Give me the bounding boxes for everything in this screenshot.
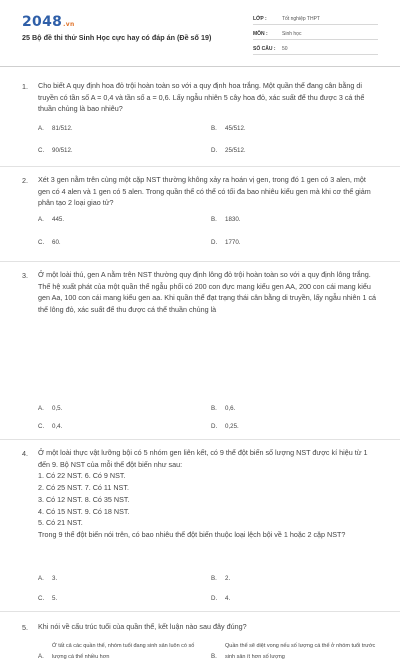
- option-text: 0,25.: [225, 423, 239, 430]
- option-a-text[interactable]: Ở tất cả các quần thể, nhóm tuổi đang sinh sản luôn có số lượng cá thể nhiều hơn: [52, 643, 195, 660]
- question-text: Xét 3 gen nằm trên cùng một cặp NST thường không xảy ra hoán vị gen, trong đó 1 gen có 3 alen, một gen có 4 alen và 1 gen có 5 alen. Trong quần thể có thể có tối đa bao nhiêu kiểu gen mà khi cơ thể giảm phân tạo 2 loại giao tử?: [38, 175, 371, 208]
- question-2: [0, 166, 400, 262]
- option-letter: D.: [211, 147, 218, 154]
- option-letter: B.: [211, 125, 217, 132]
- option-d[interactable]: [211, 595, 230, 602]
- option-a[interactable]: [38, 405, 62, 412]
- question-number: 3.: [22, 271, 28, 280]
- option-text: 90/512.: [52, 147, 73, 154]
- option-text: 0,6.: [225, 405, 236, 412]
- option-text: 5.: [52, 595, 58, 602]
- option-c[interactable]: [38, 595, 57, 602]
- logo-tld-text: .vn: [63, 21, 75, 28]
- option-d[interactable]: [211, 239, 240, 246]
- option-letter: D.: [211, 239, 218, 246]
- option-letter: C.: [38, 423, 45, 430]
- option-text: 0,4.: [52, 423, 63, 430]
- meta-row-subject: [253, 29, 378, 40]
- option-text: 81/512.: [52, 125, 73, 132]
- question-number: 4.: [22, 449, 28, 458]
- option-text: 1830.: [225, 216, 241, 223]
- option-c[interactable]: [38, 147, 73, 154]
- option-text: 3.: [52, 575, 58, 582]
- meta-value: Tốt nghiệp THPT: [282, 16, 320, 22]
- option-letter: A.: [38, 125, 44, 132]
- option-text: 1770.: [225, 239, 241, 246]
- option-a[interactable]: [38, 216, 64, 223]
- option-letter: C.: [38, 595, 45, 602]
- question-text: Ở một loài thực vật lưỡng bội có 5 nhóm gen liên kết, có 9 thể đột biến số lượng NST được kí hiệu từ 1 đến 9. Bộ NST của mỗi thể đột biến như sau: 1. Có 22 NST. 6. Có 9 NST. 2. Có 25 NST. 7. Có 11 NST. 3. Có 12 NST. 8. Có 35 NST. 4. Có 15 NST. 9. Có 18 NST. 5. Có 21 NST. Trong 9 thể đột biến nói trên, có bao nhiêu thể đột biến thuộc loại lệch bội về 1 hoặc 2 cặp NST?: [38, 448, 368, 539]
- question-1: [0, 66, 400, 167]
- option-letter: C.: [38, 147, 45, 154]
- document-title: 25 Bộ đề thi thử Sinh Học cực hay có đáp án (Đề số 19): [22, 33, 212, 42]
- question-text: Ở một loài thú, gen A nằm trên NST thường quy định lông đỏ trội hoàn toàn so với a quy định lông trắng. Thế hệ xuất phát của một quần thể ngẫu phối có 200 con đực mang kiểu gen AA, 200 con cái mang kiểu gen Aa, 100 con cái mang kiểu gen aa. Khi quần thể đạt trạng thái cân bằng di truyền, lấy ngẫu nhiên 1 cá thể lông đỏ, xác suất để thu được cá thể thuần chủng là: [38, 270, 377, 315]
- option-letter: D.: [211, 595, 218, 602]
- option-d[interactable]: [211, 147, 246, 154]
- question-5: [0, 611, 400, 671]
- option-b[interactable]: [211, 575, 230, 582]
- option-b[interactable]: [211, 125, 246, 132]
- question-number: 2.: [22, 176, 28, 185]
- option-b-letter[interactable]: B.: [211, 653, 217, 660]
- option-letter: D.: [211, 423, 218, 430]
- option-c[interactable]: [38, 423, 62, 430]
- option-letter: A.: [38, 216, 44, 223]
- option-b[interactable]: [211, 216, 240, 223]
- option-letter: C.: [38, 239, 45, 246]
- question-3: [0, 261, 400, 440]
- meta-value: 50: [282, 46, 288, 52]
- option-text: 445.: [52, 216, 65, 223]
- option-letter: B.: [211, 405, 217, 412]
- meta-info: [253, 14, 378, 59]
- meta-row-class: [253, 14, 378, 25]
- question-number: 1.: [22, 82, 28, 91]
- option-text: 25/512.: [225, 147, 246, 154]
- option-b[interactable]: [211, 405, 235, 412]
- option-d[interactable]: [211, 423, 239, 430]
- option-a-letter[interactable]: A.: [38, 653, 44, 660]
- meta-key: MÔN :: [253, 31, 268, 37]
- option-letter: A.: [38, 405, 44, 412]
- option-text: 0,5.: [52, 405, 63, 412]
- option-letter: A.: [38, 575, 44, 582]
- question-text: Khi nói về cấu trúc tuổi của quần thể, kết luận nào sau đây đúng?: [38, 622, 247, 631]
- option-c[interactable]: [38, 239, 61, 246]
- site-logo[interactable]: [22, 14, 75, 30]
- question-text: Cho biết A quy định hoa đỏ trội hoàn toàn so với a quy định hoa trắng. Một quần thể đang cân bằng di truyền có tần số A = 0,4 và tần số a = 0,6. Lấy ngẫu nhiên 5 cây hoa đỏ, xác suất để thu được 3 cá thể thuần chủng là bao nhiêu?: [38, 81, 365, 114]
- question-number: 5.: [22, 623, 28, 632]
- option-b-text[interactable]: Quần thể sẽ diệt vong nếu số lượng cá thể ở nhóm tuổi trước sinh sản ít hơn số lượng: [225, 643, 376, 660]
- option-letter: B.: [211, 216, 217, 223]
- meta-row-count: [253, 44, 378, 55]
- option-a[interactable]: [38, 125, 73, 132]
- option-text: 60.: [52, 239, 61, 246]
- meta-key: SỐ CÂU :: [253, 46, 276, 52]
- document-header: [0, 0, 400, 67]
- question-4: [0, 439, 400, 612]
- option-letter: B.: [211, 575, 217, 582]
- option-text: 45/512.: [225, 125, 246, 132]
- option-a[interactable]: [38, 575, 57, 582]
- option-text: 4.: [225, 595, 231, 602]
- meta-key: LỚP :: [253, 16, 267, 22]
- meta-value: Sinh học: [282, 31, 302, 37]
- logo-main-text: 2048: [22, 14, 63, 30]
- option-text: 2.: [225, 575, 231, 582]
